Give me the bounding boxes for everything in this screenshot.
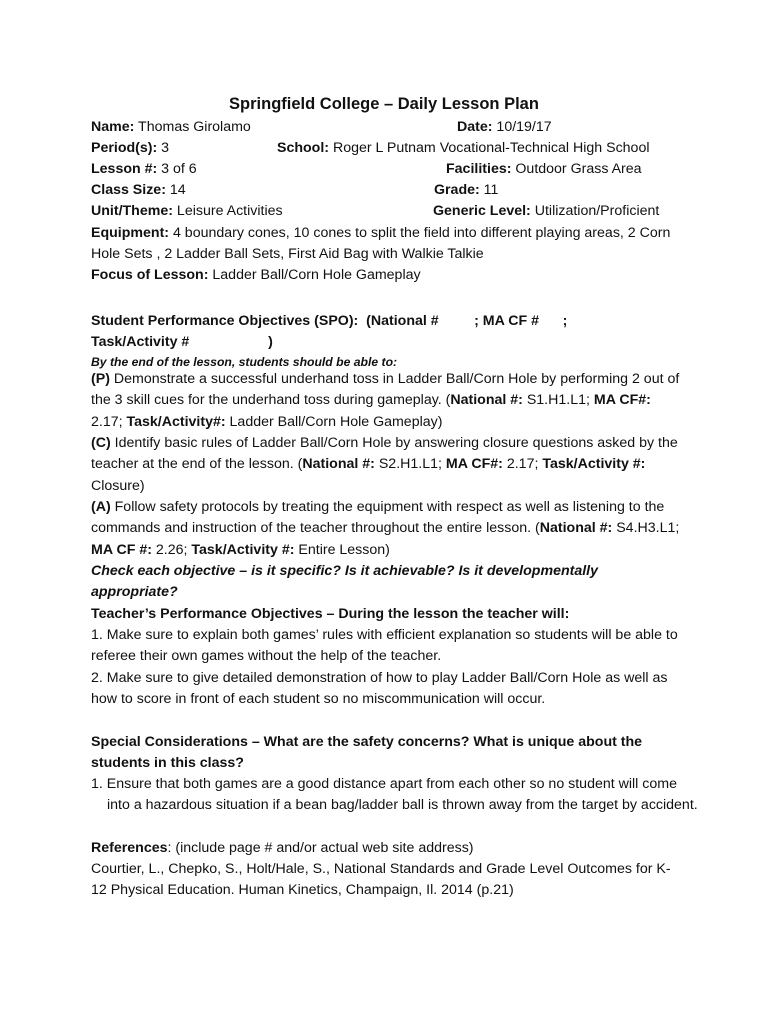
unit-label: Unit/Theme: xyxy=(91,203,173,219)
objective-affective: (A) Follow safety protocols by treating the equipment with respect as well as listening to the commands and instruction of the teacher throughout the entire lesson. (National #: S4.H3.L1; MA CF #: 2.26; Task/Activity #: Entire Lesson) xyxy=(91,499,680,558)
equipment-field xyxy=(91,223,686,266)
special-considerations-item-1: 1. Ensure that both games are a good distance apart from each other so no student will come into a hazardous situation if a bean bag/ladder ball is thrown away from the target by accident. xyxy=(91,776,698,814)
facilities-field xyxy=(446,159,642,180)
objective-tag-a: (A) xyxy=(91,499,111,515)
school-field xyxy=(277,138,649,159)
date-value: 10/19/17 xyxy=(492,119,552,135)
class-size-value: 14 xyxy=(165,182,186,198)
period-value: 3 xyxy=(157,140,170,156)
grade-label: Grade: xyxy=(434,182,480,198)
references-label: References xyxy=(91,840,168,856)
lesson-value: 3 of 6 xyxy=(157,161,197,177)
references-note: : (include page # and/or actual web site address) xyxy=(167,840,474,856)
references-citation: Courtier, L., Chepko, S., Holt/Hale, S., National Standards and Grade Level Outcomes for K-12 Physical Education. Human Kinetics, Champaign, Il. 2014 (p.21) xyxy=(91,861,671,899)
focus-value: Ladder Ball/Corn Hole Gameplay xyxy=(208,267,421,283)
generic-level-label: Generic Level: xyxy=(433,203,531,219)
objective-psychomotor: (P) Demonstrate a successful underhand toss in Ladder Ball/Corn Hole by performing 2 out of the 3 skill cues for the underhand toss during gameplay. (National #: S1.H1.L1; MA CF#: 2.17; Task/Activity#: Ladder Ball/Corn Hole Gameplay) xyxy=(91,371,680,430)
name-value: Thomas Girolamo xyxy=(134,119,251,135)
period-label: Period(s): xyxy=(91,140,158,156)
lesson-field xyxy=(91,159,197,180)
class-size-label: Class Size: xyxy=(91,182,166,198)
tpo-heading: Teacher’s Performance Objectives – During the lesson the teacher will: xyxy=(91,606,570,622)
objective-cognitive: (C) Identify basic rules of Ladder Ball/Corn Hole by answering closure questions asked by the teacher at the end of the lesson. (National #: S2.H1.L1; MA CF#: 2.17; Task/Activity #: Closure) xyxy=(91,435,678,494)
equipment-value: 4 boundary cones, 10 cones to split the field into different playing areas, 2 Corn Hole Sets , 2 Ladder Ball Sets, First Aid Bag with Walkie Talkie xyxy=(91,225,671,263)
date-label: Date: xyxy=(457,119,493,135)
lesson-label: Lesson #: xyxy=(91,161,158,177)
school-value: Roger L Putnam Vocational-Technical High School xyxy=(329,140,650,156)
name-label: Name: xyxy=(91,119,135,135)
unit-value: Leisure Activities xyxy=(172,203,283,219)
spo-heading-line1: Student Performance Objectives (SPO): (National # ; MA CF # ; xyxy=(91,313,568,329)
generic-level-field xyxy=(433,201,659,222)
special-considerations-heading: Special Considerations – What are the safety concerns? What is unique about the students in this class? xyxy=(91,734,643,772)
name-field xyxy=(91,117,251,138)
date-field xyxy=(457,117,552,138)
period-field xyxy=(91,138,169,159)
spo-heading-line2: Task/Activity # ) xyxy=(91,334,273,350)
facilities-label: Facilities: xyxy=(446,161,512,177)
equipment-label: Equipment: xyxy=(91,225,170,241)
tpo-item-1: 1. Make sure to explain both games’ rules with efficient explanation so students will be able to referee their own games without the help of the teacher. xyxy=(91,627,678,665)
class-size-field xyxy=(91,180,186,201)
focus-field xyxy=(91,265,421,286)
school-label: School: xyxy=(277,140,330,156)
grade-field xyxy=(434,180,498,201)
objective-tag-c: (C) xyxy=(91,435,111,451)
objective-check-note: Check each objective – is it specific? Is it achievable? Is it developmentally appropriate? xyxy=(91,563,599,601)
tpo-item-2: 2. Make sure to give detailed demonstration of how to play Ladder Ball/Corn Hole as well as how to score in front of each student so no miscommunication will occur. xyxy=(91,670,668,708)
objective-tag-p: (P) xyxy=(91,371,110,387)
focus-label: Focus of Lesson: xyxy=(91,267,209,283)
page-title: Springfield College – Daily Lesson Plan xyxy=(229,95,539,113)
generic-level-value: Utilization/Proficient xyxy=(530,203,660,219)
unit-field xyxy=(91,201,283,222)
grade-value: 11 xyxy=(479,182,499,198)
facilities-value: Outdoor Grass Area xyxy=(511,161,642,177)
spo-intro: By the end of the lesson, students should be able to: xyxy=(91,355,398,369)
references-field xyxy=(91,838,474,859)
